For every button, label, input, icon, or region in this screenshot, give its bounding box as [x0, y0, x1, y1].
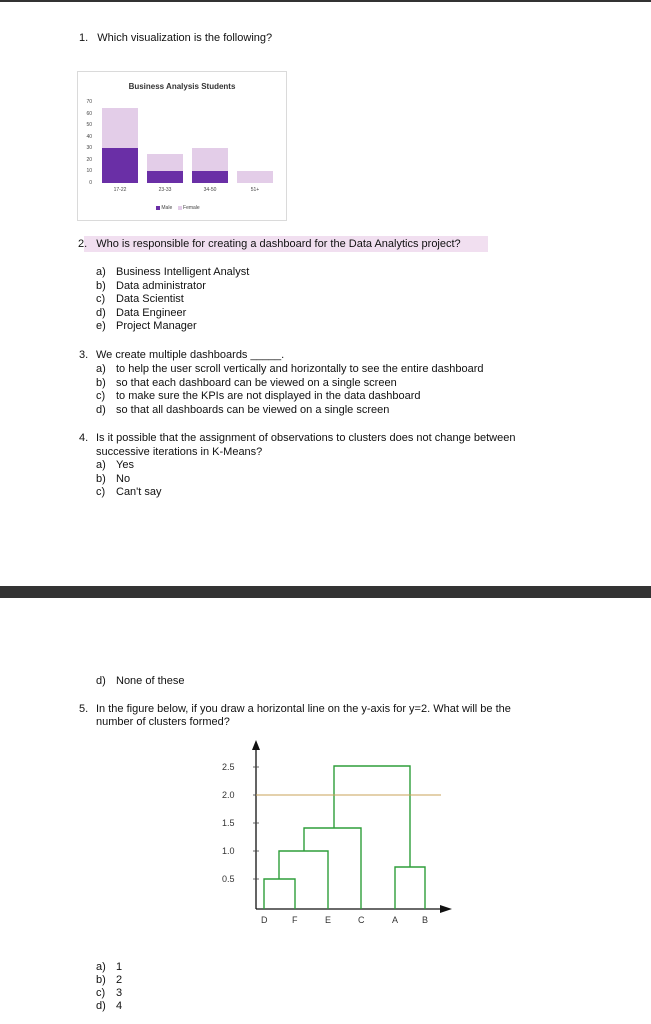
q3-option-c-text: to make sure the KPIs are not displayed in the data dashboard: [116, 390, 421, 402]
ytick-label: 60: [86, 110, 92, 117]
ytick-label: 0: [89, 180, 92, 186]
x-axis-arrow-icon: [440, 905, 452, 913]
q5-option-b[interactable]: [96, 974, 122, 986]
ytick-label: 40: [86, 133, 92, 140]
dendrogram: [210, 736, 470, 930]
question-1: [79, 32, 272, 46]
q3-option-d[interactable]: [96, 404, 389, 416]
q2-option-d-text: Data Engineer: [116, 307, 187, 319]
q3-option-d-label: d): [96, 404, 106, 416]
ytick-label: 1.5: [222, 818, 235, 828]
question-3-text: We create multiple dashboards _____.: [96, 349, 285, 361]
q3-option-c[interactable]: [96, 390, 421, 402]
leaf-label: C: [358, 915, 365, 925]
q2-option-b-text: Data administrator: [116, 280, 206, 292]
q4-option-a-text: Yes: [116, 459, 134, 471]
leaf-label: D: [261, 915, 268, 925]
q2-option-e-text: Project Manager: [116, 320, 197, 332]
ytick-label: 10: [86, 168, 92, 175]
xtick-label: 34-50: [203, 187, 217, 193]
xtick-label: 23-33: [158, 187, 172, 193]
q5-option-b-label: b): [96, 974, 106, 986]
q4-option-b-text: No: [116, 473, 131, 485]
merge-dfe-c: [304, 828, 361, 909]
question-1-text: Which visualization is the following?: [97, 32, 273, 44]
q2-option-a-label: a): [96, 266, 106, 278]
q2-option-d-label: d): [96, 307, 106, 319]
question-4-text-line2: successive iterations in K-Means?: [96, 446, 263, 458]
q2-option-c[interactable]: [96, 293, 184, 305]
xtick-label: 17-22: [113, 187, 127, 193]
legend-male-label: Male: [161, 205, 173, 211]
leaf-label: E: [325, 915, 332, 925]
ytick-label: 70: [86, 99, 92, 105]
q2-option-b-label: b): [96, 280, 106, 292]
q4-option-b-label: b): [96, 473, 106, 485]
bar-male-23-33: [147, 171, 183, 183]
q5-option-a-label: a): [96, 961, 106, 973]
leaf-label: A: [392, 915, 399, 925]
merge-d-f: [264, 879, 295, 909]
q2-option-d[interactable]: [96, 307, 186, 319]
leaf-label: B: [422, 915, 429, 925]
q2-option-b[interactable]: [96, 280, 206, 292]
q4-option-d-text: None of these: [116, 675, 185, 687]
q2-option-e-label: e): [96, 320, 106, 332]
ytick-label: 0.5: [222, 874, 235, 884]
legend-female-swatch: [178, 206, 182, 210]
question-1-number: 1.: [79, 32, 89, 44]
q5-option-d-label: d): [96, 1000, 106, 1012]
question-2: [78, 238, 461, 252]
question-3-number: 3.: [79, 349, 89, 361]
q5-option-d[interactable]: [96, 1000, 122, 1012]
chart-title: Business Analysis Students: [128, 82, 236, 91]
q3-option-c-label: c): [96, 390, 106, 402]
q3-option-b-text: so that each dashboard can be viewed on a single screen: [116, 377, 397, 389]
q5-option-a[interactable]: [96, 961, 122, 973]
bar-male-17-22: [102, 148, 138, 183]
question-5-text-line2: number of clusters formed?: [96, 716, 230, 728]
q5-option-c-label: c): [96, 987, 106, 999]
q4-option-d-label: d): [96, 675, 106, 687]
question-2-text: Who is responsible for creating a dashboard for the Data Analytics project?: [96, 238, 461, 250]
q2-option-e[interactable]: [96, 320, 197, 332]
q5-option-d-text: 4: [116, 1000, 123, 1012]
q3-option-d-text: so that all dashboards can be viewed on a single screen: [116, 404, 390, 416]
bar-female-17-22: [102, 108, 138, 149]
chart-legend: [156, 205, 200, 211]
q3-option-b-label: b): [96, 377, 106, 389]
q5-option-c-text: 3: [116, 987, 123, 999]
dendrogram-branches: [264, 766, 425, 909]
legend-male-swatch: [156, 206, 160, 210]
y-axis-arrow-icon: [252, 740, 260, 750]
q4-option-a[interactable]: [96, 459, 134, 471]
bar-female-34-50: [192, 148, 228, 171]
top-border: [0, 0, 651, 2]
q5-option-b-text: 2: [116, 974, 123, 986]
q3-option-a-text: to help the user scroll vertically and horizontally to see the entire dashboard: [116, 363, 484, 375]
bar-female-23-33: [147, 154, 183, 171]
q3-option-b[interactable]: [96, 377, 397, 389]
question-5-number: 5.: [79, 703, 89, 715]
q3-option-a[interactable]: [96, 363, 484, 375]
question-2-number: 2.: [78, 238, 88, 250]
q5-option-c[interactable]: [96, 987, 122, 999]
q4-option-d[interactable]: [96, 675, 185, 687]
merge-dfec-ab: [334, 766, 410, 867]
question-5-text-line1: In the figure below, if you draw a horizontal line on the y-axis for y=2. What will be the: [96, 703, 511, 715]
q2-option-c-text: Data Scientist: [116, 293, 184, 305]
bar-male-34-50: [192, 171, 228, 183]
legend-female-label: Female: [183, 205, 200, 211]
q3-option-a-label: a): [96, 363, 106, 375]
xtick-label: 51+: [250, 187, 260, 193]
ytick-label: 2.5: [222, 762, 235, 772]
q4-option-b[interactable]: [96, 473, 130, 485]
q4-option-c-label: c): [96, 486, 106, 498]
q2-option-c-label: c): [96, 293, 106, 305]
merge-a-b: [395, 867, 425, 909]
leaf-label: F: [292, 915, 298, 925]
q5-option-a-text: 1: [116, 961, 123, 973]
q4-option-c-text: Can't say: [116, 486, 162, 498]
page-break: [0, 586, 651, 598]
ytick-label: 30: [86, 145, 92, 152]
q2-option-a-text: Business Intelligent Analyst: [116, 266, 250, 278]
q4-option-a-label: a): [96, 459, 106, 471]
ytick-label: 2.0: [222, 790, 235, 800]
merge-df-e: [279, 851, 328, 909]
question-4-text-line1: Is it possible that the assignment of observations to clusters does not change between: [96, 432, 516, 444]
ytick-label: 50: [86, 122, 92, 129]
ytick-label: 1.0: [222, 846, 235, 856]
question-4-number: 4.: [79, 432, 89, 444]
bar-chart: [77, 71, 287, 221]
q2-option-a[interactable]: [96, 266, 249, 278]
q4-option-c[interactable]: [96, 486, 162, 498]
bar-female-51+: [237, 171, 273, 183]
ytick-label: 20: [86, 156, 92, 163]
